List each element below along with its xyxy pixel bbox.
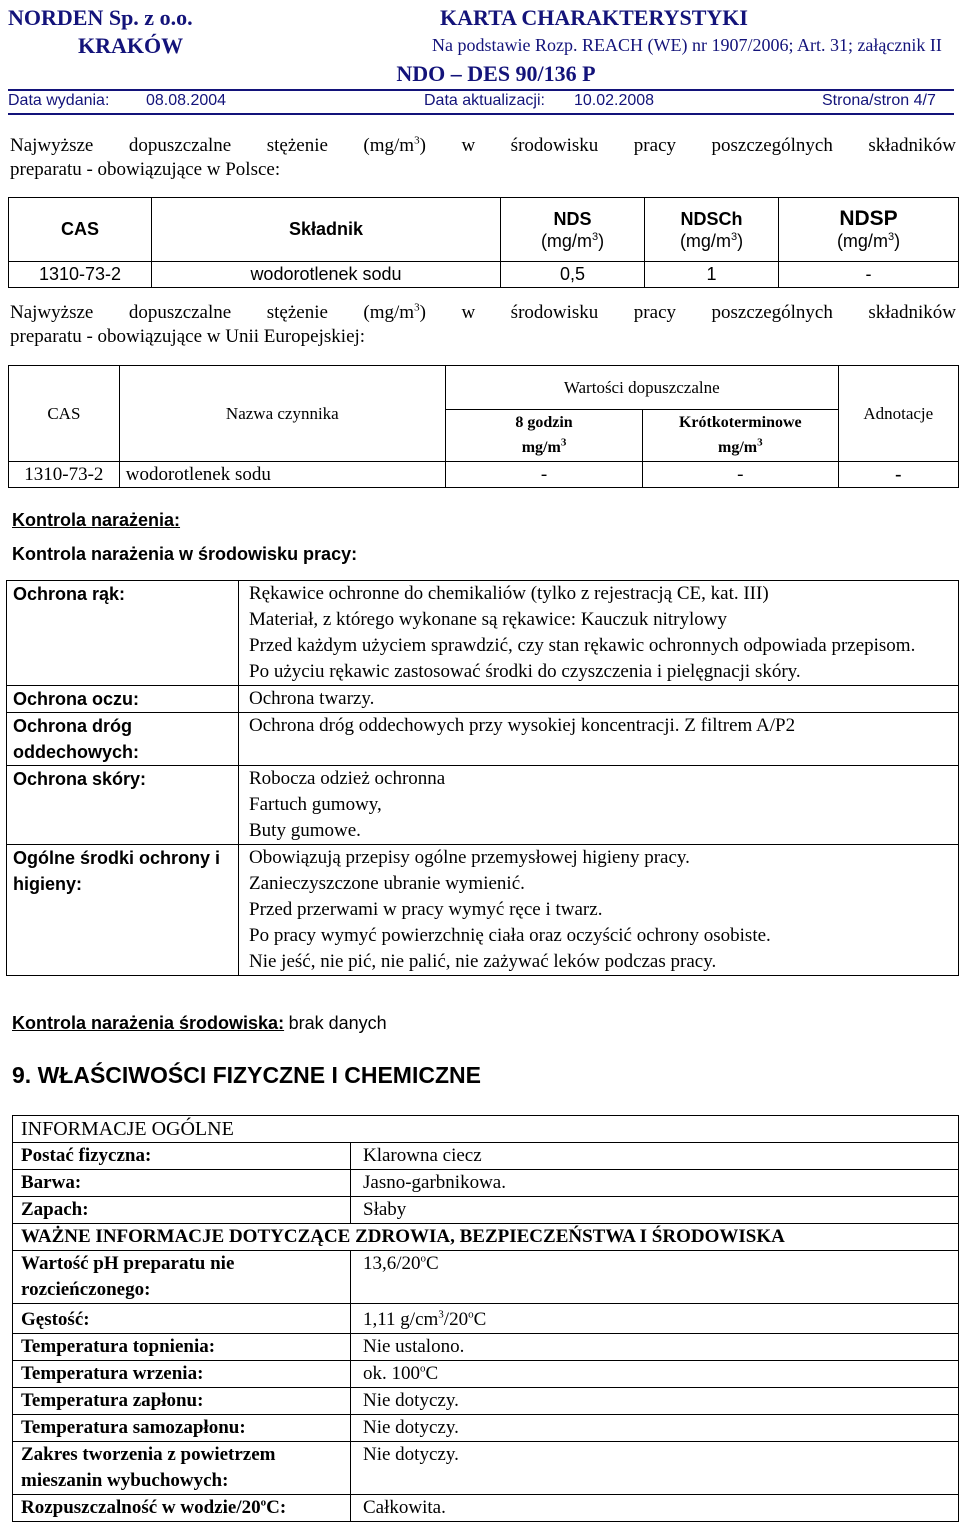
- eu-limits-table: [8, 365, 959, 488]
- doc-title: KARTA CHARAKTERYSTYKI: [440, 5, 748, 30]
- issue-label: Data wydania:: [8, 92, 110, 109]
- table-row: 1310-73-2 wodorotlenek sodu 0,5 1 -: [9, 262, 959, 288]
- table-row: Zapach: Słaby: [13, 1197, 959, 1224]
- properties-table: [12, 1115, 959, 1522]
- col-short: Krótkoterminowe: [643, 410, 838, 436]
- table-row: Postać fizyczna: Klarowna ciecz: [13, 1143, 959, 1170]
- col-8h: 8 godzin: [445, 410, 642, 436]
- document-header: [8, 5, 954, 109]
- col-values: Wartości dopuszczalne: [445, 366, 838, 410]
- table-row: Zakres tworzenia z powietrzem mieszanin wybuchowych: Nie dotyczy.: [13, 1442, 959, 1495]
- eu-limits-intro: Najwyższe dopuszczalne stężenie $(mg/m^3)$ w środowisku pracy poszczególnych składników preparatu - obowiązujące w Unii Europejskiej:: [10, 301, 956, 347]
- header-rule-top: [8, 89, 954, 91]
- table-row: Temperatura topnienia: Nie ustalono.: [13, 1334, 959, 1361]
- table-row: [13, 1224, 959, 1251]
- table-row: Ochrona skóry: Robocza odzież ochronna Fartuch gumowy, Buty gumowe.: [7, 766, 959, 845]
- table-row: Temperatura samozapłonu: Nie dotyczy.: [13, 1415, 959, 1442]
- company-city: KRAKÓW: [78, 33, 184, 58]
- col-ndsp: NDSP $(mg/m^3)$: [779, 198, 959, 262]
- general-header: INFORMACJE OGÓLNE: [13, 1116, 959, 1143]
- exposure-subheading: Kontrola narażenia w środowisku pracy:: [12, 544, 358, 564]
- env-exposure-value: brak danych: [288, 1013, 387, 1033]
- col-ndsch: NDSCh $(mg/m^3)$: [645, 198, 779, 262]
- col-name: Nazwa czynnika: [119, 366, 445, 462]
- issue-date: 08.08.2004: [146, 92, 227, 109]
- table-row: Wartość pH preparatu nie rozcieńczonego: 13,6/20$^o$C: [13, 1251, 959, 1304]
- update-label: Data aktualizacji:: [424, 92, 545, 109]
- table-row: Rozpuszczalność w wodzie/20$^o$C: Całkowita.: [13, 1495, 959, 1522]
- pl-limits-table: [8, 197, 959, 288]
- table-row: Temperatura zapłonu: Nie dotyczy.: [13, 1388, 959, 1415]
- doc-code: NDO – DES 90/136 P: [396, 61, 596, 86]
- pl-limits-intro: Najwyższe dopuszczalne stężenie $(mg/m^3)$ w środowisku pracy poszczególnych składników preparatu - obowiązujące w Polsce:: [10, 134, 956, 180]
- table-row: Ochrona oczu: Ochrona twarzy.: [7, 686, 959, 713]
- page-number: Strona/stron 4/7: [822, 92, 936, 109]
- env-exposure: [12, 1013, 387, 1034]
- table-row: Gęstość: 1,11 $g/cm^3/20^oC$: [13, 1304, 959, 1334]
- col-cas: CAS: [9, 366, 120, 462]
- table-row: Ochrona rąk: Rękawice ochronne do chemikaliów (tylko z rejestracją CE, kat. III) Materiał, z którego wykonane są rękawice: Kauczuk nitrylowy Przed każdym użyciem sprawdzić, czy stan rękawic ochronnych odpowiada przepisom. Po użyciu rękawic zastosować środki do czyszczenia i pielęgnacji skóry.: [7, 581, 959, 686]
- doc-subtitle: Na podstawie Rozp. REACH (WE) nr 1907/2006; Art. 31; załącznik II: [432, 35, 942, 55]
- table-row: [13, 1116, 959, 1143]
- table-row: Ochrona dróg oddechowych: Ochrona dróg oddechowych przy wysokiej koncentracji. Z filtrem A/P2: [7, 713, 959, 766]
- table-row: Barwa: Jasno-garbnikowa.: [13, 1170, 959, 1197]
- table-row: Temperatura wrzenia: ok. 100$^o$C: [13, 1361, 959, 1388]
- exposure-table: [6, 580, 959, 976]
- unit-short: $mg/m^3$: [643, 436, 838, 462]
- col-nds: NDS $(mg/m^3)$: [501, 198, 645, 262]
- table-row: 1310-73-2 wodorotlenek sodu - - -: [9, 462, 959, 488]
- col-notes: Adnotacje: [838, 366, 958, 462]
- section-9-title: 9. WŁAŚCIWOŚCI FIZYCZNE I CHEMICZNE: [12, 1062, 481, 1088]
- col-skladnik: Składnik: [152, 198, 501, 262]
- unit-8h: $mg/m^3$: [445, 436, 642, 462]
- company-name: NORDEN Sp. z o.o.: [8, 5, 193, 30]
- col-cas: CAS: [9, 198, 152, 262]
- env-exposure-label: Kontrola narażenia środowiska:: [12, 1013, 285, 1033]
- header-rule-bottom: [8, 113, 954, 115]
- important-header: WAŻNE INFORMACJE DOTYCZĄCE ZDROWIA, BEZPIECZEŃSTWA I ŚRODOWISKA: [13, 1224, 959, 1251]
- update-date: 10.02.2008: [574, 92, 655, 109]
- exposure-heading: Kontrola narażenia:: [12, 510, 181, 530]
- table-row: Ogólne środki ochrony i higieny: Obowiązują przepisy ogólne przemysłowej higieny pracy. Zanieczyszczone ubranie wymienić. Przed przerwami w pracy wymyć ręce i twarz. Po pracy wymyć powierzchnię ciała oraz oczyścić ochrony osobiste. Nie jeść, nie pić, nie palić, nie zażywać leków podczas pracy.: [7, 845, 959, 976]
